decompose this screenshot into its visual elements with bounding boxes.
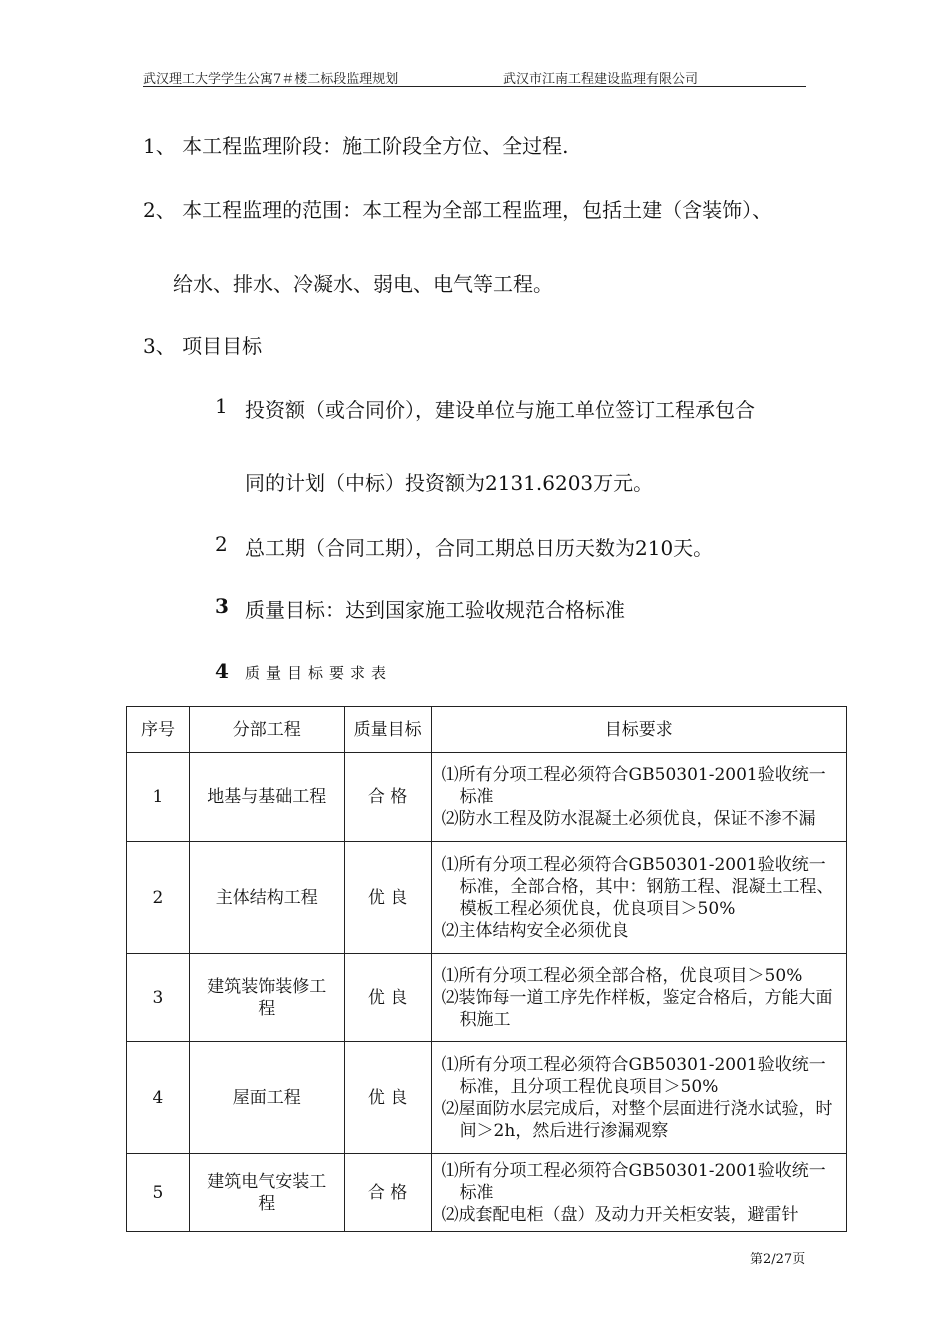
table-header-row — [127, 707, 847, 753]
row-quality: 合 格 — [344, 1154, 431, 1232]
row-requirements — [431, 1154, 846, 1232]
row-quality: 优 良 — [344, 954, 431, 1042]
header-no: 序号 — [127, 707, 190, 753]
goal-4-number: 4 — [215, 659, 229, 683]
table-row — [127, 1042, 847, 1154]
header-left: 武汉理工大学学生公寓7＃楼二标段监理规划 — [143, 72, 399, 87]
quality-goal-table — [126, 706, 847, 1232]
requirement-item: ⑵成套配电柜（盘）及动力开关柜安装，避雷针 — [441, 1204, 799, 1225]
row-part: 建筑电气安装工程 — [189, 1154, 344, 1232]
goal-2-line-1: 总工期（合同工期），合同工期总日历天数为210天。 — [245, 536, 714, 560]
goal-1-line-1: 投资额（或合同价），建设单位与施工单位签订工程承包合 — [245, 398, 755, 422]
row-requirements — [431, 1042, 846, 1154]
goal-3-line-1: 质量目标：达到国家施工验收规范合格标准 — [245, 598, 625, 622]
row-requirements — [431, 753, 846, 842]
goal-3-number: 3 — [215, 594, 229, 618]
requirement-item: ⑴所有分项工程必须全部合格，优良项目＞50% — [441, 965, 803, 986]
row-quality: 优 良 — [344, 842, 431, 954]
row-no: 2 — [127, 842, 190, 954]
paragraph-1: 1、 本工程监理阶段：施工阶段全方位、全过程. — [143, 134, 569, 158]
header-part: 分部工程 — [189, 707, 344, 753]
page-number: 第2/27页 — [750, 1252, 806, 1267]
table-row — [127, 954, 847, 1042]
goal-1-line-2: 同的计划（中标）投资额为2131.6203万元。 — [245, 471, 654, 495]
row-no: 5 — [127, 1154, 190, 1232]
requirement-item: ⑵装饰每一道工序先作样板，鉴定合格后，方能大面积施工 — [441, 987, 833, 1030]
table-row — [127, 1154, 847, 1232]
row-quality: 优 良 — [344, 1042, 431, 1154]
row-no: 1 — [127, 753, 190, 842]
requirement-item: ⑴所有分项工程必须符合GB50301-2001验收统一标准 — [441, 765, 826, 807]
requirement-item: ⑴所有分项工程必须符合GB50301-2001验收统一标准，全部合格，其中：钢筋工程、混凝土工程、模板工程必须优良，优良项目＞50% — [441, 854, 834, 919]
table-row — [127, 842, 847, 954]
table-caption: 质量目标要求表 — [245, 664, 393, 682]
header-requirements: 目标要求 — [431, 707, 846, 753]
row-no: 3 — [127, 954, 190, 1042]
paragraph-3: 3、 项目目标 — [143, 334, 263, 358]
row-part: 地基与基础工程 — [189, 753, 344, 842]
requirement-item: ⑴所有分项工程必须符合GB50301-2001验收统一标准 — [441, 1160, 826, 1203]
row-quality: 合 格 — [344, 753, 431, 842]
row-part: 建筑装饰装修工程 — [189, 954, 344, 1042]
row-part: 屋面工程 — [189, 1042, 344, 1154]
requirement-item: ⑴所有分项工程必须符合GB50301-2001验收统一标准，且分项工程优良项目＞50% — [441, 1054, 826, 1097]
requirement-item: ⑵主体结构安全必须优良 — [441, 920, 629, 941]
header-right: 武汉市江南工程建设监理有限公司 — [503, 72, 699, 87]
row-requirements — [431, 954, 846, 1042]
paragraph-2-line-2: 给水、排水、冷凝水、弱电、电气等工程。 — [173, 272, 553, 296]
table-row — [127, 753, 847, 842]
goal-1-number: 1 — [215, 394, 228, 418]
row-no: 4 — [127, 1042, 190, 1154]
header-divider — [143, 86, 806, 87]
header-quality: 质量目标 — [344, 707, 431, 753]
requirement-item: ⑵防水工程及防水混凝土必须优良，保证不渗不漏 — [441, 809, 816, 829]
row-requirements — [431, 842, 846, 954]
paragraph-2-line-1: 2、 本工程监理的范围：本工程为全部工程监理，包括土建（含装饰）、 — [143, 198, 773, 222]
goal-2-number: 2 — [215, 532, 228, 556]
row-part: 主体结构工程 — [189, 842, 344, 954]
requirement-item: ⑵屋面防水层完成后，对整个层面进行浇水试验，时间＞2h，然后进行渗漏观察 — [441, 1098, 833, 1141]
